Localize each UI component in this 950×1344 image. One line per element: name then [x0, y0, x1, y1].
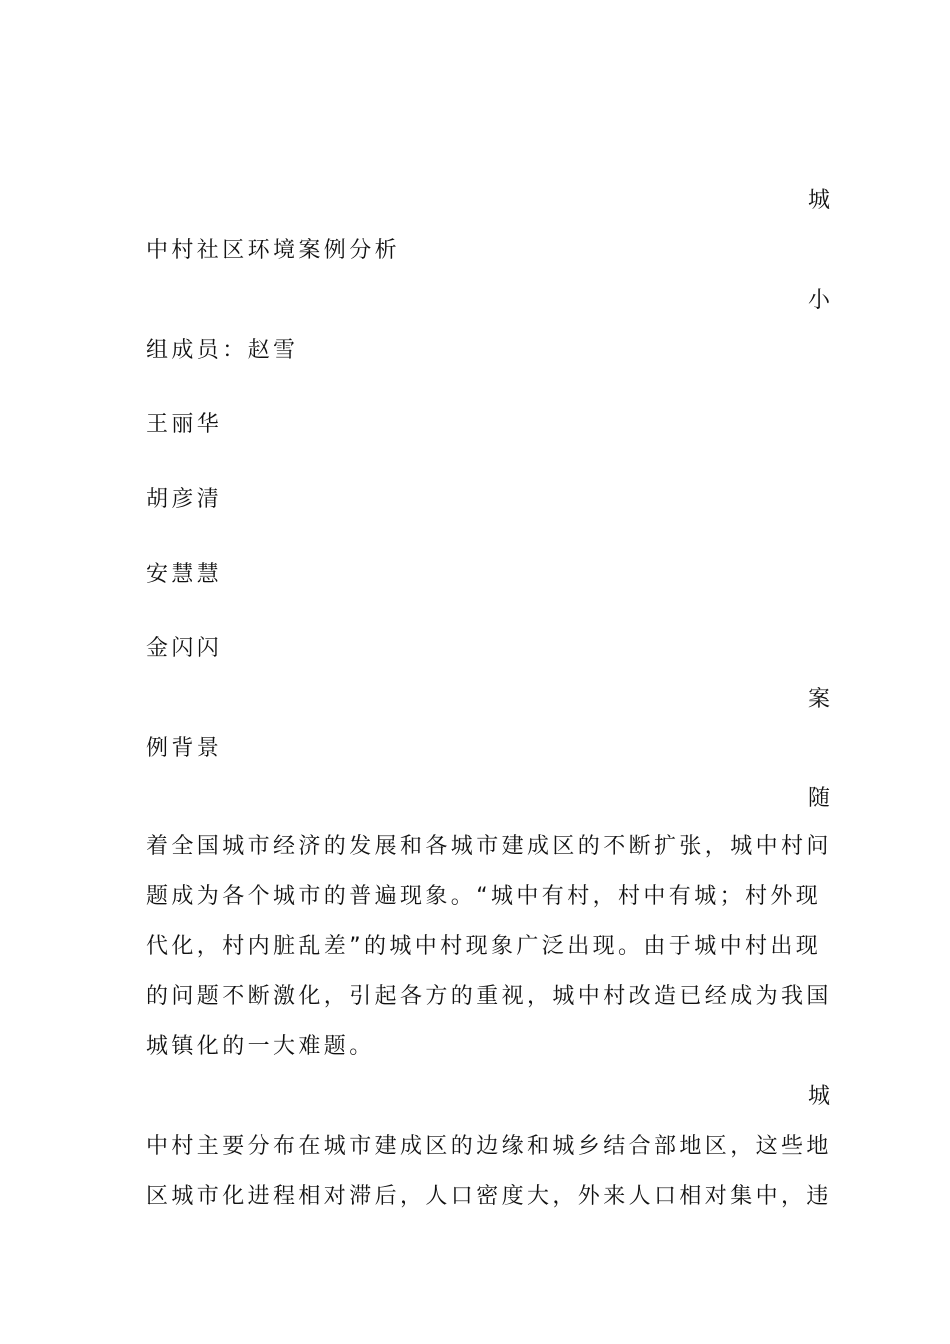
paragraph-line: 区城市化进程相对滞后，人口密度大，外来人口相对集中，违 [146, 1184, 832, 1209]
paragraph-first-char: 随 [808, 786, 834, 811]
paragraph-line: 着全国城市经济的发展和各城市建成区的不断扩张，城中村问 [146, 834, 832, 859]
document-title: 中村社区环境案例分析 [146, 238, 401, 263]
paragraph-first-char: 城 [808, 1084, 834, 1109]
member-name: 金闪闪 [146, 636, 223, 661]
member-name: 安慧慧 [146, 562, 223, 587]
member-name: 王丽华 [146, 412, 223, 437]
section-heading: 例背景 [146, 736, 223, 761]
title-first-char: 城 [808, 188, 834, 213]
members-first-char: 小 [808, 288, 834, 313]
member-name: 胡彦清 [146, 487, 223, 512]
paragraph-body [146, 1132, 832, 1232]
paragraph-line: 题成为各个城市的普遍现象。“城中有村，村中有城；村外现 [146, 884, 822, 909]
paragraph-line: 中村主要分布在城市建成区的边缘和城乡结合部地区，这些地 [146, 1134, 832, 1159]
paragraph-line: 的问题不断激化，引起各方的重视，城中村改造已经成为我国 [146, 984, 832, 1009]
paragraph-body [146, 832, 832, 1082]
members-label: 组成员：赵雪 [146, 338, 299, 363]
section-heading-first-char: 案 [808, 687, 834, 712]
paragraph-line: 代化，村内脏乱差”的城中村现象广泛出现。由于城中村出现 [146, 934, 822, 959]
paragraph-line: 城镇化的一大难题。 [146, 1034, 375, 1059]
